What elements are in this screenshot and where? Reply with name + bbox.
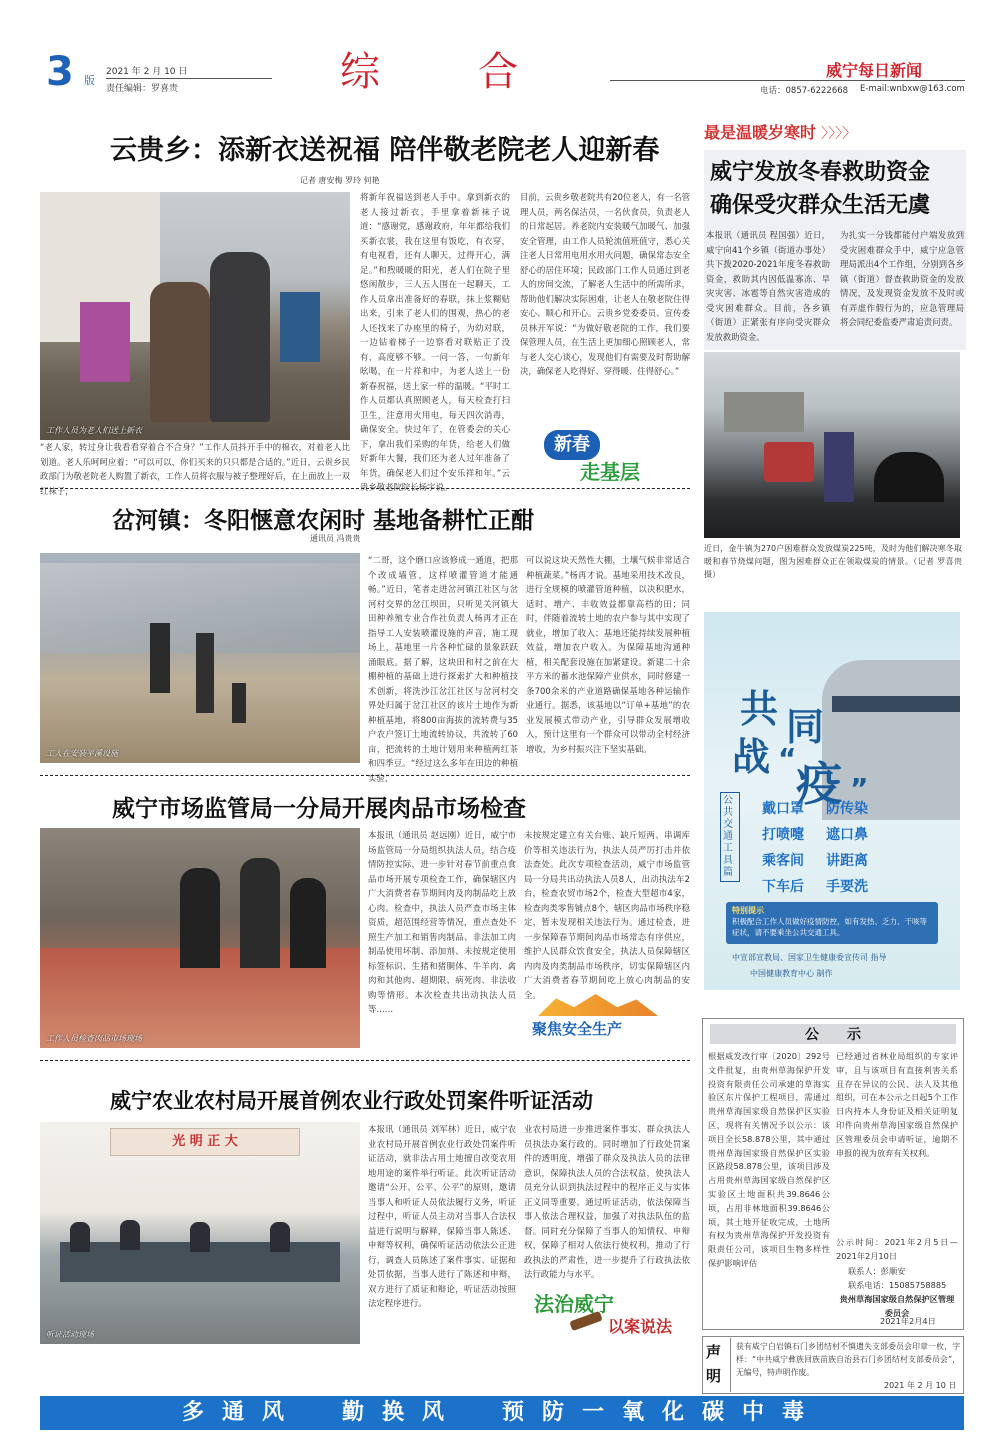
poster-tip-5: 乘客间: [762, 853, 804, 869]
sidebar1-photo-caption: 近日，金牛镇为270户困难群众发放煤炭225吨，及时为他们解决寒冬取暖和春节烧煤问题，图为困难群众正在领取煤炭的情景。（记者 罗喜贵 摄）: [704, 544, 962, 579]
page-number: 3: [46, 49, 74, 95]
divider-3: [40, 1060, 690, 1061]
notice-period: 公示时间：2021年2月5日—2021年2月10日: [836, 1237, 958, 1261]
notice-title: 公 示: [805, 1027, 861, 1043]
issue-date: 2021 年 2 月 10 日: [106, 67, 188, 77]
poster-tip-6: 讲距离: [826, 853, 868, 869]
poster-char-6: ”: [850, 772, 869, 805]
notice-date: 2021年2月4日: [880, 1316, 936, 1326]
article3-photo: [40, 828, 360, 1048]
law-badge-sub: 以案说法: [608, 1317, 673, 1336]
article1-byline: 记者 唐安梅 罗玲 何艳: [300, 176, 380, 185]
section-title: 综 合: [340, 49, 524, 95]
poster-tip-1: 戴口罩: [762, 801, 804, 817]
law-badge: [528, 1284, 688, 1342]
epidemic-poster: [704, 612, 960, 990]
poster-subtitle: 公共交通工具篇: [720, 792, 740, 882]
sidebar-series: [704, 120, 966, 146]
courtroom-banner: [110, 1128, 300, 1156]
poster-note-text: 积极配合工作人员做好疫情防控，如有发热、乏力、干咳等症状，请不要乘坐公共交通工具。: [732, 917, 927, 937]
editor-credit: 责任编辑：罗喜贵: [106, 84, 179, 94]
article4-col2: 业农村局进一步推进案件事实、群众执法人员执法办案行政的。同时增加了行政处罚案件的透明度，增强了群众及执法人员的法律意识，保障执法人员的合法权益，使执法人员充分认识到执法过程中的程序正义与实体正义同等重要。通过听证活动，依法保障当事人依法合理权益，加强了对执法队伍的监督。同时充分保障了当事人的知情权、申辩权，保障了相对人依法行使权利，推动了行政执法的严肃性，进一步提升了行政执法依法行政能力与水平。: [524, 1124, 690, 1279]
page-number-suffix: 版: [84, 74, 95, 87]
header-rule: [610, 80, 965, 81]
footer-slogan: 多通风 勤换风 预防一氧化碳中毒: [181, 1400, 822, 1425]
courtroom-banner-text: 光 明 正 大: [172, 1134, 238, 1149]
poster-tip-4: 遮口鼻: [826, 827, 868, 843]
article3-col2: 未按规定建立有关台账、缺斤短两、串调库价等相关违法行为，执法人员严厉打击并依法查处。此次专项检查活动，威宁市场监管局一分局共出动执法人员8人，出动执法车2台，检查农贸市场2个，检查大型超市4家，检查肉类零售铺点8个，辖区肉品市场秩序稳定，暂未发现相关违法行为。通过检查，进一步保障春节期间肉品市场常态有序供应，维护人民群众饮食安全，执法人员保障辖区内肉及肉类制品市场秩序，切实保障辖区内广大消费者春节期间吃上放心肉制品的安全。: [524, 830, 690, 1000]
notice-org: 贵州草海国家级自然保护区管理委员会: [839, 1294, 955, 1318]
statement-date: 2021 年 2 月 10 日: [884, 1381, 957, 1390]
poster-credit2: 中国健康教育中心 制作: [750, 969, 833, 978]
law-badge-main: 法治威宁: [534, 1292, 614, 1316]
statement-text: 获有威宁白岩镇石门乡团结村不慎遗失支部委员会印章一枚，字样：“中共威宁彝族回族苗族自治县石门乡团结村支部委员会”，无编号，特声明作废。: [736, 1342, 960, 1377]
article1-col3: 目前，云贵乡敬老院共有20位老人，有一名管理人员，两名保洁员，一名伙食员，负责老人的日常起居。养老院内安装暖气加暖气、加强安全管理，由工作人员轮流值班值守，悉心关注老人日常用电用水用火问题，确保常态安全舒心的居住环境；民政部门工作人员通过到老人的房间交流，了解老人生活中的所需所求，帮助他们解决实际困难，让老人在敬老院住得安心、顺心和开心。云贵乡党委委员、宣传委员林开军说：“为做好敬老院的工作，我们要保管理人员，在生活上更加细心照顾老人，常与老人交心谈心，发现他们有需要及时帮助解决，确保老人吃得好、穿得暖、住得舒心。”: [520, 192, 690, 376]
notice-col2: 已经通过省林业局组织的专家评审，且与该项目有直接利害关系且存在异议的公民、法人及其他组织，可在本公示之日起5个工作日内持本人身份证及相关证明复印件向贵州草海国家级自然保护区管理委员会申请听证，逾期不申报的视为放弃有关权利。: [836, 1051, 958, 1158]
poster-char-4: “: [778, 742, 797, 775]
article2-col1: “二哥，这个磨口应该修成一通道，把那个改成墙管，这样喷灌管道才能通畅。”近日，笔者走进岔河镇江社区与岔河村交界的岔江坝田，只听见关河镇大田种养殖专业合作社负责人杨再才正在指导工人安装喷灌设施的声音，施工现场上，基地里一片各种忙碌的景象跃跃涌眼底。据了解，这块田和村之前在大棚种植的基础上进行探索扩大和种植技术创新，将洗沙江岔江社区与岔河村交界处归属于岔江社区的该片土地作为新种植基地，将800亩海拔的流转费与35户农户签订土地流转协议，共流转了60亩，把流转的土地计划用来种植两红茶和四季豆。“经过这么多年在田边的种植实验，: [368, 555, 518, 783]
page-header: [0, 0, 1000, 110]
article1-photo: [40, 192, 350, 440]
sidebar1-headline2: 确保受灾群众生活无虞: [710, 193, 931, 218]
notice-phone: 联系电话：15085758885: [848, 1280, 947, 1290]
article3-photo-caption: 工作人员检查肉品市场现场: [46, 1034, 142, 1043]
article2-photo: [40, 553, 360, 763]
article2-headline: 岔河镇：冬阳惬意农闲时 基地备耕忙正酣: [112, 508, 535, 534]
sidebar1-col2: 为扎实一分钱都能付户端发放到受灾困难群众手中，威宁应急管理局派出4个工作组，分别到各乡镇（街道）督查救助资金的发放情况，及发现资金发放不及时或有弄虚作假行为的，应急管理局将会同纪委监委严肃追责问责。: [840, 230, 964, 327]
poster-tip-8: 手要洗: [826, 879, 868, 895]
series-chevrons: 〉〉〉〉: [821, 126, 857, 142]
sidebar1-photo: [704, 352, 960, 538]
sidebar1-col1: 本报讯（通讯员 程国强）近日，威宁向41个乡镇（街道办事处）共下拨2020-2021年度冬春救助资金，救助其内因低温寡冻、旱灾灾害、冰雹等自然灾害造成的受灾困难群众。目前，各乡镇（街道）正紧张有序向受灾群众发放救助资金。: [706, 230, 830, 342]
notice-col1: 根据威发改行审〔2020〕292号文件批复，由贵州草海保护开发投资有限责任公司承建的草海实验区东片保护工程项目，需通过贵州草海国家级自然保护区实验区，现将有关情况予以公示：该项目全长58.878公里，其中通过贵州草海国家级自然保护区实验区路段58.878公里，该项目涉及占用贵州草海国家级自然保护区实验区土地面积共39.8646公顷，占用非林地面积39.8646公顷，其土地开征收完成，土地所有权为贵州草海保护开发投资有限责任公司，该项目生物多样性保护影响评估: [708, 1051, 830, 1268]
article2-col2: 可以说这块天然性大棚，土壤气候非常适合种植蔬菜。”杨再才说。基地采用技术改良，进行全规模的喷灌管道种植，以决积肥水，适时、增产、丰收效益都靠高档的田；同时，伴随着流转土地的农户参与其中实现了就业，增加了收入；基地还能持续发展种植效益，增加农户收入。为保障基地沟通种植，相关配套设施在加紧建设。新建二十余平方米的蓄水池保障产业供水，同时修建一条700余米的产业道路确保基地各种运输作业通行。据悉，该基地以“订单+基地”的农业发展模式带动产业，引导群众发展增收入，预计这里有一个群众可以带动全村经济增收，为乡村振兴注下坚实基础。: [526, 555, 690, 754]
sidebar1-headline1: 威宁发放冬春救助资金: [710, 160, 931, 185]
poster-char-5: 疫: [796, 757, 842, 811]
article1-headline: 云贵乡：添新衣送祝福 陪伴敬老院老人迎新春: [110, 135, 660, 166]
safety-badge: [528, 992, 688, 1042]
poster-char-2: 同: [786, 705, 825, 749]
statement-divider: [730, 1338, 731, 1392]
notice-contact: 联系人：彭顺安: [848, 1266, 906, 1276]
article3-col1: 本报讯（通讯员 赵远刚）近日，威宁市场监管局一分局组织执法人员，结合疫情防控实际，进一步针对春节前重点食品市场开展专项检查工作，确保辖区内广大消费者春节期间肉及肉制品吃上放心肉。检查中，执法人员严查市场主体资质，超范围经营等情况，重点查处不照生产加工和销售肉制品、非法加工肉制品使用坏制、添加剂、未按规定使用标签标识、生猪和猪胴体、牛羊肉、禽肉和其他肉、超期限、病死肉、非法收购等情形。本次检查共出动执法人员等……: [368, 830, 516, 1014]
poster-note-box: [726, 902, 938, 944]
new-spring-badge: [540, 428, 680, 486]
article1-col2: 将新年祝福送到老人手中。拿到新衣的老人接过新衣，手里拿着新袜子说道：“感谢党，感谢政府，年年都给我们买新衣裳，我在这里有饭吃，有衣穿，有电视看，还有人聊天，过得开心，满足。”和煦暖暖的阳光，老人们在院子里悠闲散步，三人五人围在一起聊天，工作人员拿出准备好的春联，抹上浆糊贴出来，引来了老人们的围观，热心的老人还找来了办座里的椅子，为幼对联，一边钻着梯子一边察看对联贴正了没有，高度够不够。一问一答，一句新年吆喝，在一片祥和中，为老人送上一份新春祝福，送上家一样的温暖。“平时工作人员都认真照顾老人，每天检查打扫卫生，注意用火用电，每天四次消毒，确保安全。快过年了，在管委会的关心下，拿出我们采购的年货，给老人们做好新年大餐，我们还为老人过年准备了年货，确保老人们过个安乐祥和年。”云贵乡敬老院院长杨宇说。: [360, 192, 510, 492]
poster-tip-7: 下车后: [762, 879, 804, 895]
divider-1: [40, 488, 690, 489]
header-divider: [106, 78, 272, 79]
poster-credit1: 中宣部宣教局、国家卫生健康委宣传司 指导: [732, 953, 887, 962]
badge-line2: 走基层: [580, 460, 640, 484]
article2-byline: 通讯员 冯贵贵: [310, 534, 361, 543]
badge-line1: 新春: [544, 430, 600, 460]
article4-photo-caption: 听证活动现场: [46, 1330, 94, 1339]
notice-title-bar: [710, 1024, 956, 1044]
footer-banner: [40, 1396, 964, 1430]
article2-photo-caption: 工人在安装平溪设施: [46, 749, 118, 758]
poster-char-1: 共: [740, 687, 779, 731]
article1-photo-caption: 工作人员为老人们送上新衣: [46, 426, 142, 435]
article3-headline: 威宁市场监管局一分局开展肉品市场检查: [112, 796, 526, 822]
statement-label: 声明: [706, 1343, 722, 1385]
masthead: 威宁每日新闻: [826, 61, 923, 80]
poster-tip-2: 防传染: [826, 801, 868, 817]
contact-email: E-mail:wnbxw@163.com: [860, 84, 965, 94]
safety-badge-text: 聚焦安全生产: [532, 1020, 623, 1038]
article1-col1: “老人家，转过身让我看看穿着合不合身？”工作人员抖开手中的棉衣，对着老人比划道。老人乐呵呵应着：“可以可以，你们买来的只只都是合适的。”近日，云贵乡民政部门为敬老院老人购置了新衣，工作人员将衣服与被子整理好后，在上面放上一双红袜子，: [40, 442, 350, 496]
poster-tip-3: 打喷嚏: [762, 827, 804, 843]
contact-phone: 电话：0857-6222668: [760, 86, 849, 96]
poster-char-3: 战: [732, 735, 771, 779]
divider-2: [40, 775, 690, 776]
series-title: 最是温暖岁寒时: [704, 123, 817, 142]
article4-col1: 本报讯（通讯员 刘军林）近日，威宁农业农村局开展首例农业行政处罚案件听证活动，就非法占用土地擅自改变农用地用途的案件举行听证。此次听证活动邀请“公开、公平、公平”的原则，邀请当事人和听证人员依法履行义务，听证过程中，听证人员主动对当事人合法权益进行说明与解释，保障当事人陈述、申辩等权利，确保听证活动依法公正进行，调查人员陈述了案件事实、证据和处罚依据，当事人进行了陈述和申辩，双方进行了质证和辩论，听证活动按照法定程序进行。: [368, 1124, 516, 1308]
article4-headline: 威宁农业农村局开展首例农业行政处罚案件听证活动: [110, 1089, 593, 1113]
poster-note-title: 特别提示: [732, 906, 764, 915]
article4-photo: [40, 1122, 360, 1344]
